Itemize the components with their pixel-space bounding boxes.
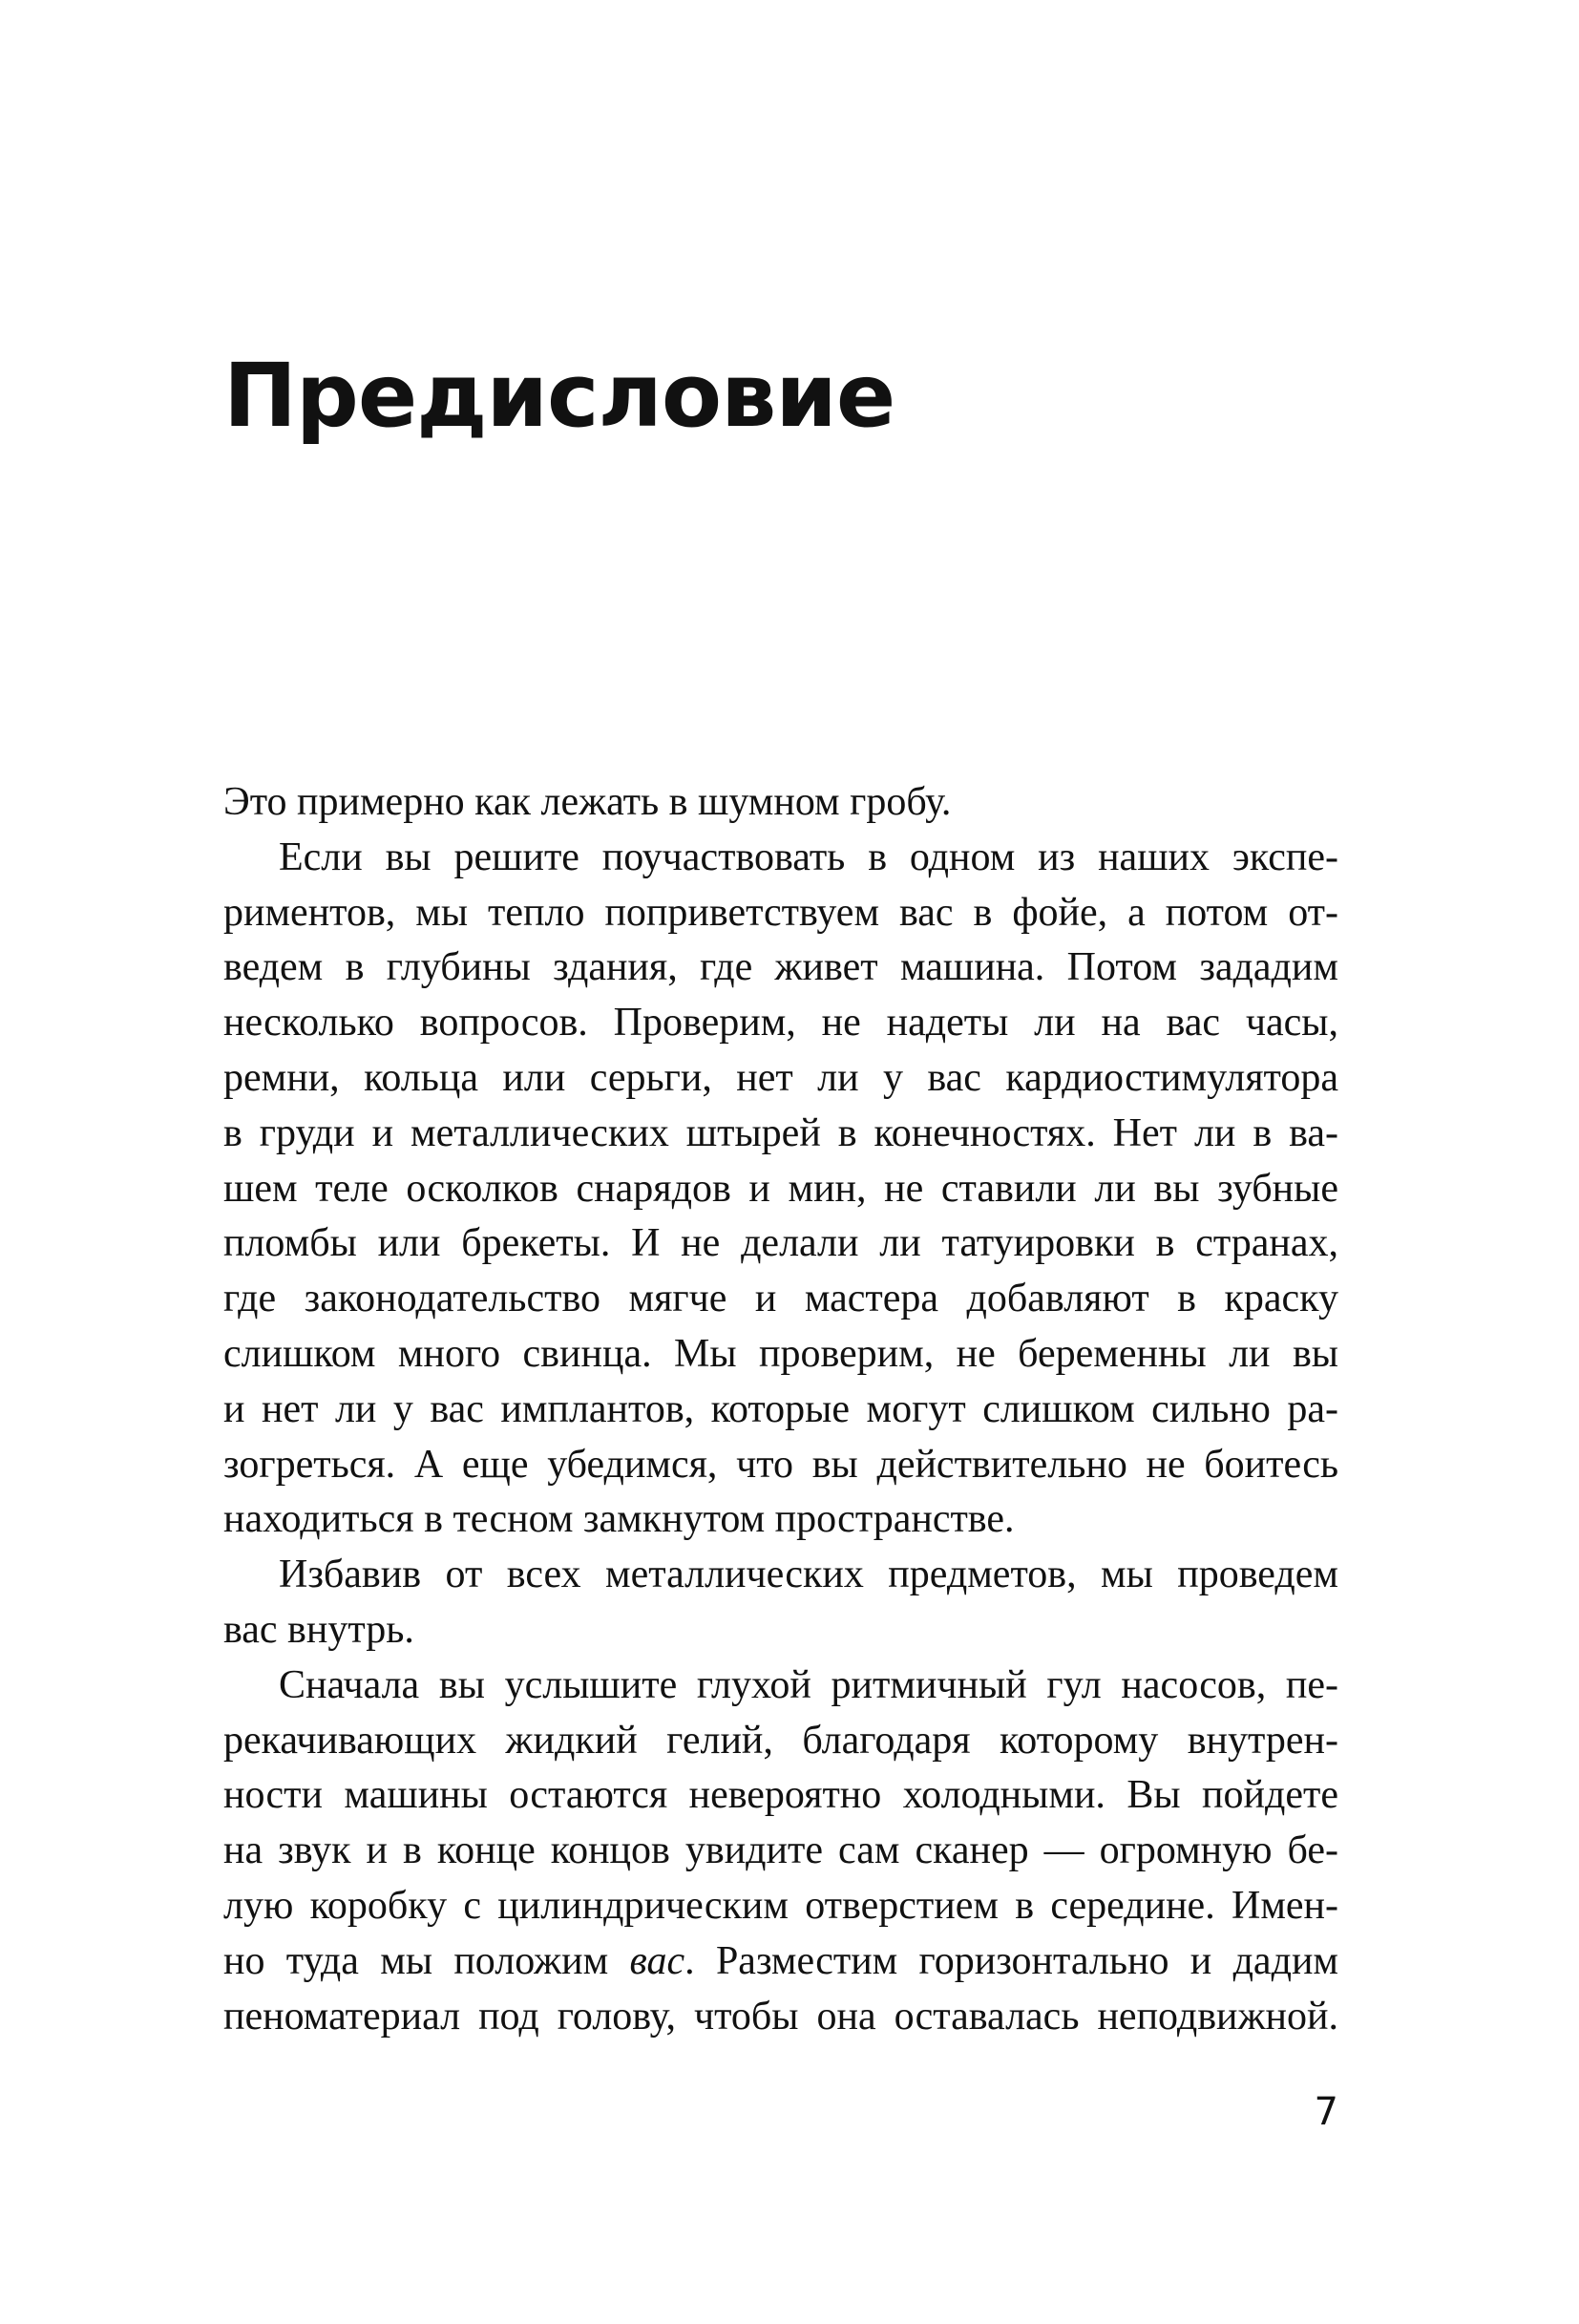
text-line: риментов, мы тепло поприветствуем вас в фойе, а потом от-	[223, 890, 1338, 935]
text-line: Сначала вы услышите глухой ритмичный гул насосов, пе-	[279, 1662, 1338, 1707]
text-line: Если вы решите поучаствовать в одном из наших экспе-	[279, 835, 1338, 879]
text-line: ремни, кольца или серьги, нет ли у вас кардиостимулятора	[223, 1055, 1338, 1100]
body-text	[223, 775, 1338, 2044]
text-line	[223, 1934, 1338, 1990]
text-line: находиться в тесном замкнутом пространстве.	[223, 1497, 1015, 1542]
page-number: 7	[1314, 2090, 1338, 2134]
text-run: . Разместим горизонтально и дадим	[684, 1938, 1338, 1983]
text-run: но туда мы положим	[223, 1938, 630, 1983]
text-line: пломбы или брекеты. И не делали ли татуировки в странах,	[223, 1221, 1338, 1266]
text-line: ности машины остаются невероятно холодными. Вы пойдете	[223, 1773, 1338, 1818]
text-line: в груди и металлических штырей в конечностях. Нет ли в ва-	[223, 1110, 1338, 1155]
text-line: вас внутрь.	[223, 1607, 414, 1652]
text-line: Избавив от всех металлических предметов, мы проведем	[279, 1553, 1338, 1597]
emphasis-text: вас	[629, 1938, 685, 1983]
chapter-title: Предисловие	[223, 345, 895, 447]
text-line: на звук и в конце концов увидите сам сканер — огромную бе-	[223, 1828, 1338, 1873]
text-line: шем теле осколков снарядов и мин, не ставили ли вы зубные	[223, 1166, 1338, 1211]
text-line: где законодательство мягче и мастера добавляют в краску	[223, 1277, 1338, 1321]
text-line: несколько вопросов. Проверим, не надеты ли на вас часы,	[223, 1001, 1338, 1046]
text-line: Это примерно как лежать в шумном гробу.	[223, 780, 952, 824]
text-line: и нет ли у вас имплантов, которые могут слишком сильно ра-	[223, 1386, 1338, 1431]
text-line: лую коробку с цилиндрическим отверстием в середине. Имен-	[223, 1883, 1338, 1928]
text-line: слишком много свинца. Мы проверим, не беременны ли вы	[223, 1331, 1338, 1376]
text-line: ведем в глубины здания, где живет машина. Потом зададим	[223, 945, 1338, 990]
text-line: пеноматериал под голову, чтобы она оставалась неподвижной.	[223, 1994, 1338, 2039]
text-line: зогреться. А еще убедимся, что вы действительно не боитесь	[223, 1442, 1338, 1487]
text-line: рекачивающих жидкий гелий, благодаря которому внутрен-	[223, 1718, 1338, 1763]
